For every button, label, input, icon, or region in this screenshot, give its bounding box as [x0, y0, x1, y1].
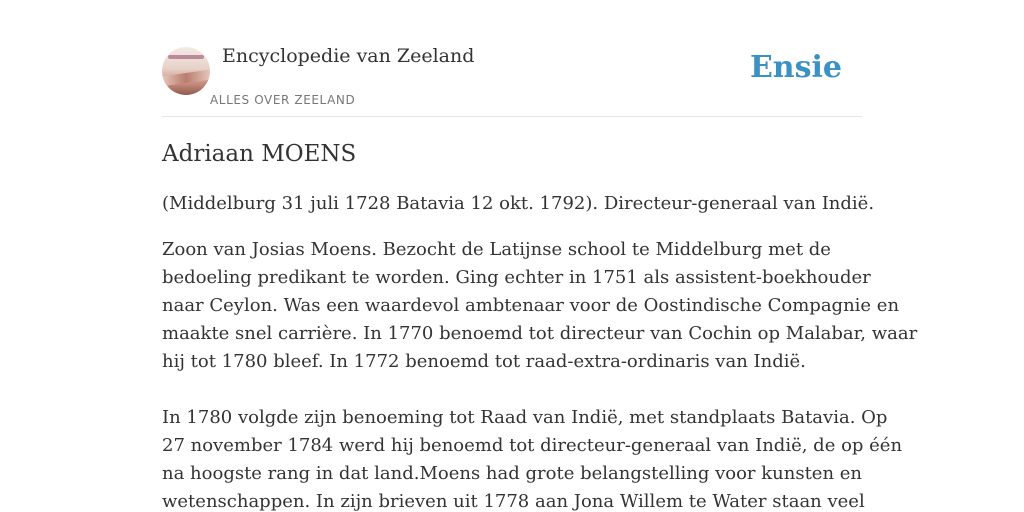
ensie-logo-link[interactable]: Ensie — [749, 50, 842, 85]
site-avatar[interactable] — [162, 47, 210, 95]
paragraph-line: naar Ceylon. Was een waardevol ambtenaar voor de Oostindische Compagnie en — [162, 295, 900, 316]
avatar-image-detail — [162, 70, 210, 87]
paragraph-line: na hoogste rang in dat land.Moens had grote belangstelling voor kunsten en — [162, 463, 863, 484]
paragraph-line: In 1780 volgde zijn benoeming tot Raad van Indië, met standplaats Batavia. Op — [162, 407, 888, 428]
article-lead: (Middelburg 31 juli 1728 Batavia 12 okt. 1792). Directeur-generaal van Indië. — [162, 193, 875, 214]
paragraph-line: Zoon van Josias Moens. Bezocht de Latijnse school te Middelburg met de — [162, 239, 831, 260]
site-title[interactable]: Encyclopedie van Zeeland — [222, 45, 475, 67]
article-title: Adriaan MOENS — [162, 141, 357, 167]
site-header — [162, 40, 862, 117]
avatar-image-detail — [168, 55, 204, 59]
paragraph-line: 27 november 1784 werd hij benoemd tot directeur-generaal van Indië, de op één — [162, 435, 903, 456]
paragraph-line: maakte snel carrière. In 1770 benoemd tot directeur van Cochin op Malabar, waar — [162, 323, 918, 344]
article-paragraph — [162, 236, 918, 376]
paragraph-line: wetenschappen. In zijn brieven uit 1778 aan Jona Willem te Water staan veel — [162, 491, 865, 512]
article-paragraph — [162, 404, 903, 512]
article — [162, 138, 918, 512]
paragraph-line: hij tot 1780 bleef. In 1772 benoemd tot raad-extra-ordinaris van Indië. — [162, 351, 806, 372]
site-tagline: ALLES OVER ZEELAND — [210, 93, 356, 107]
paragraph-line: bedoeling predikant te worden. Ging echter in 1751 als assistent-boekhouder — [162, 267, 871, 288]
